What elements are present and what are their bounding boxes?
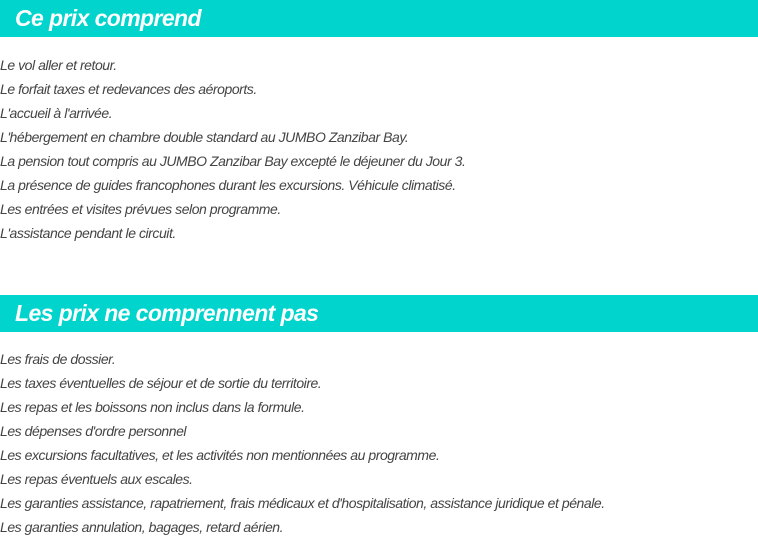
list-item: La pension tout compris au JUMBO Zanzibar Bay excepté le déjeuner du Jour 3. (0, 153, 466, 169)
list-item: Les garanties assistance, rapatriement, frais médicaux et d'hospitalisation, assistance juridique et pénale. (0, 495, 605, 511)
included-list (0, 53, 465, 245)
list-item: Les entrées et visites prévues selon programme. (0, 201, 281, 217)
excluded-list (0, 347, 605, 539)
list-item: Les frais de dossier. (0, 351, 116, 367)
list-item: Les repas éventuels aux escales. (0, 471, 193, 487)
excluded-title: Les prix ne comprennent pas (15, 300, 319, 326)
excluded-header (0, 295, 758, 332)
list-item: Les dépenses d'ordre personnel (0, 423, 187, 439)
list-item: La présence de guides francophones durant les excursions. Véhicule climatisé. (0, 177, 456, 193)
list-item: Le vol aller et retour. (0, 57, 117, 73)
included-header (0, 0, 758, 37)
list-item: Les repas et les boissons non inclus dans la formule. (0, 399, 305, 415)
list-item: L'assistance pendant le circuit. (0, 225, 176, 241)
list-item: L'hébergement en chambre double standard au JUMBO Zanzibar Bay. (0, 129, 409, 145)
list-item: L'accueil à l'arrivée. (0, 105, 113, 121)
included-title: Ce prix comprend (15, 5, 201, 31)
list-item: Le forfait taxes et redevances des aéroports. (0, 81, 257, 97)
list-item: Les garanties annulation, bagages, retard aérien. (0, 519, 284, 535)
list-item: Les excursions facultatives, et les activités non mentionnées au programme. (0, 447, 440, 463)
list-item: Les taxes éventuelles de séjour et de sortie du territoire. (0, 375, 322, 391)
